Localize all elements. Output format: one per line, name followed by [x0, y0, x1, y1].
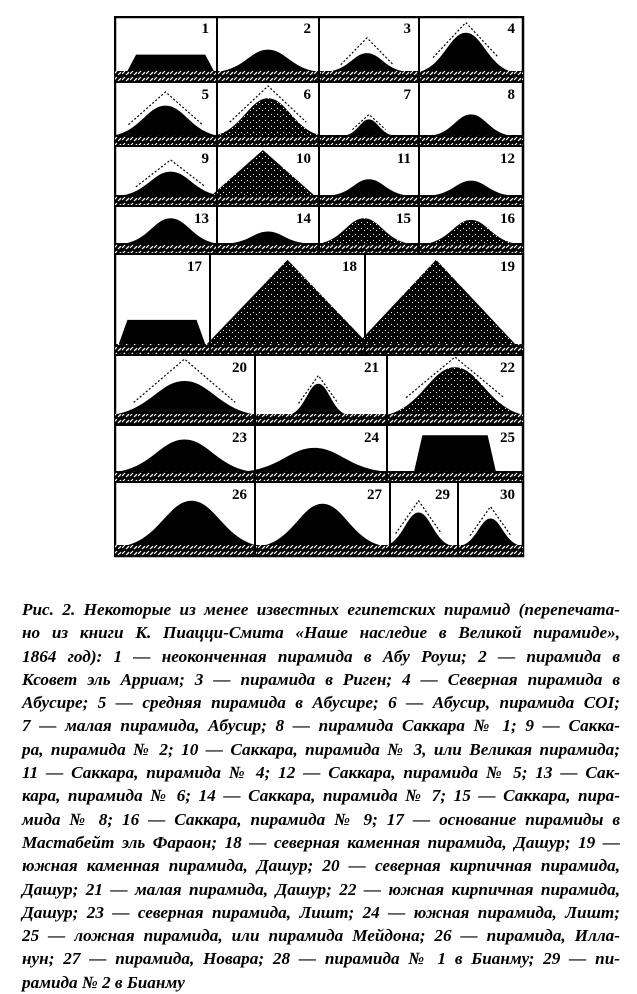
panel-number: 16 [500, 211, 515, 227]
caption-line: Дашур; 21 — малая пирамида, Дашур; 22 — южная кирпичная пирамида, [22, 879, 620, 899]
pyramid-silhouette [119, 320, 205, 344]
caption-line: 25 — ложная пирамида, или пирамида Мейдона; 26 — пирамида, Илла- [22, 926, 620, 946]
panel-number: 18 [342, 259, 357, 275]
panel-number: 25 [500, 430, 515, 446]
caption-line: кара, пирамида № 6; 14 — Саккара, пирамида № 7; 15 — Саккара, пира- [22, 786, 620, 806]
caption-line: Абусире; 5 — средняя пирамида в Абусире; 6 — Абусир, пирамида COI; [22, 693, 620, 713]
pyramid-silhouette [332, 53, 402, 71]
pyramid-silhouette [266, 504, 379, 545]
panel-number: 7 [403, 87, 411, 103]
ground-band [115, 344, 523, 355]
pyramid-silhouette [322, 218, 406, 243]
panel-number: 11 [396, 151, 411, 167]
pyramid-silhouette [357, 260, 515, 344]
pyramid-silhouette [217, 98, 319, 135]
panel-number: 30 [500, 487, 515, 503]
ground-band [115, 471, 523, 482]
pyramid-silhouette [463, 518, 518, 545]
panel-number: 26 [232, 487, 247, 503]
caption-line: Мастабейт эль Фараон; 18 — северная каменная пирамида, Дашур; 19 — [22, 832, 620, 852]
caption-line: нун; 27 — пирамида, Новара; 28 — пирамида № 1 в Бианму; 29 — пи- [22, 949, 620, 969]
panel-number: 15 [396, 211, 411, 227]
caption-line: но из книги К. Пиацци-Смита «Наше наследие в Великой пирамиде», [22, 623, 620, 643]
pyramid-silhouette [222, 50, 314, 71]
panel-number: 2 [303, 21, 311, 37]
pyramid-silhouette [248, 448, 380, 471]
panel-number: 12 [500, 151, 515, 167]
panel-number: 22 [500, 360, 515, 376]
caption-line: ра, пирамида № 2; 10 — Саккара, пирамида № 3, или Великая пирамида; [22, 739, 620, 759]
pyramids-figure-drawing [114, 16, 525, 558]
pyramid-silhouette [117, 381, 252, 414]
panel-number: 23 [232, 430, 247, 446]
panel-number: 3 [403, 21, 411, 37]
panel-number: 24 [364, 430, 379, 446]
caption-line: 1864 год): 1 — неоконченная пирамида в Абу Роуш; 2 — пирамида в [22, 646, 620, 666]
panel-number: 10 [296, 151, 311, 167]
panel-number: 8 [507, 87, 515, 103]
caption-line: Дашур; 23 — северная пирамида, Лишт; 24 — южная пирамида, Лишт; [22, 902, 620, 922]
panel-number: 6 [303, 87, 311, 103]
pyramid-silhouette [347, 119, 391, 135]
panel-number: 19 [500, 259, 515, 275]
pyramid-silhouette [121, 440, 248, 472]
panel-number: 9 [201, 151, 209, 167]
panel-number: 17 [187, 259, 202, 275]
pyramids-figure [114, 16, 525, 558]
panel-number: 14 [296, 211, 311, 227]
caption-line: мида № 8; 16 — Саккара, пирамида № 9; 17 — основание пирамиды в [22, 809, 620, 829]
panel-number: 27 [367, 487, 382, 503]
caption-line: 7 — малая пирамида, Абусир; 8 — пирамида Саккара № 1; 9 — Сакка- [22, 716, 620, 736]
figure-caption [22, 598, 620, 994]
pyramid-silhouette [292, 384, 345, 414]
pyramid-silhouette [128, 501, 255, 545]
caption-line: 11 — Саккара, пирамида № 4; 12 — Саккара, пирамида № 5; 13 — Сак- [22, 763, 620, 783]
caption-line: Ксовет эль Арриам; 3 — пирамида в Риген; 4 — Северная пирамида в [22, 669, 620, 689]
panel-number: 29 [435, 487, 450, 503]
pyramid-silhouette [388, 513, 449, 545]
pyramid-silhouette [334, 179, 404, 195]
pyramid-silhouette [124, 172, 217, 195]
pyramid-silhouette [127, 55, 214, 71]
pyramid-silhouette [435, 181, 508, 195]
panel-number: 21 [364, 360, 379, 376]
pyramid-silhouette [116, 106, 215, 135]
ground-band [115, 414, 523, 425]
panel-number: 20 [232, 360, 247, 376]
ground-band [115, 545, 523, 556]
caption-line: Рис. 2. Некоторые из менее известных египетских пирамид (перепечата- [22, 600, 620, 619]
caption-line: рамида № 2 в Бианму [22, 972, 185, 992]
pyramid-silhouette [435, 114, 508, 135]
panel-number: 4 [507, 21, 515, 37]
caption-line: южная каменная пирамида, Дашур; 20 — северная кирпичная пирамида, [22, 856, 620, 876]
panel-number: 13 [194, 211, 209, 227]
pyramid-silhouette [422, 33, 509, 71]
pyramid-silhouette [414, 435, 496, 471]
pyramid-silhouette [232, 231, 303, 243]
panel-number: 1 [201, 21, 209, 37]
panel-number: 5 [201, 87, 209, 103]
